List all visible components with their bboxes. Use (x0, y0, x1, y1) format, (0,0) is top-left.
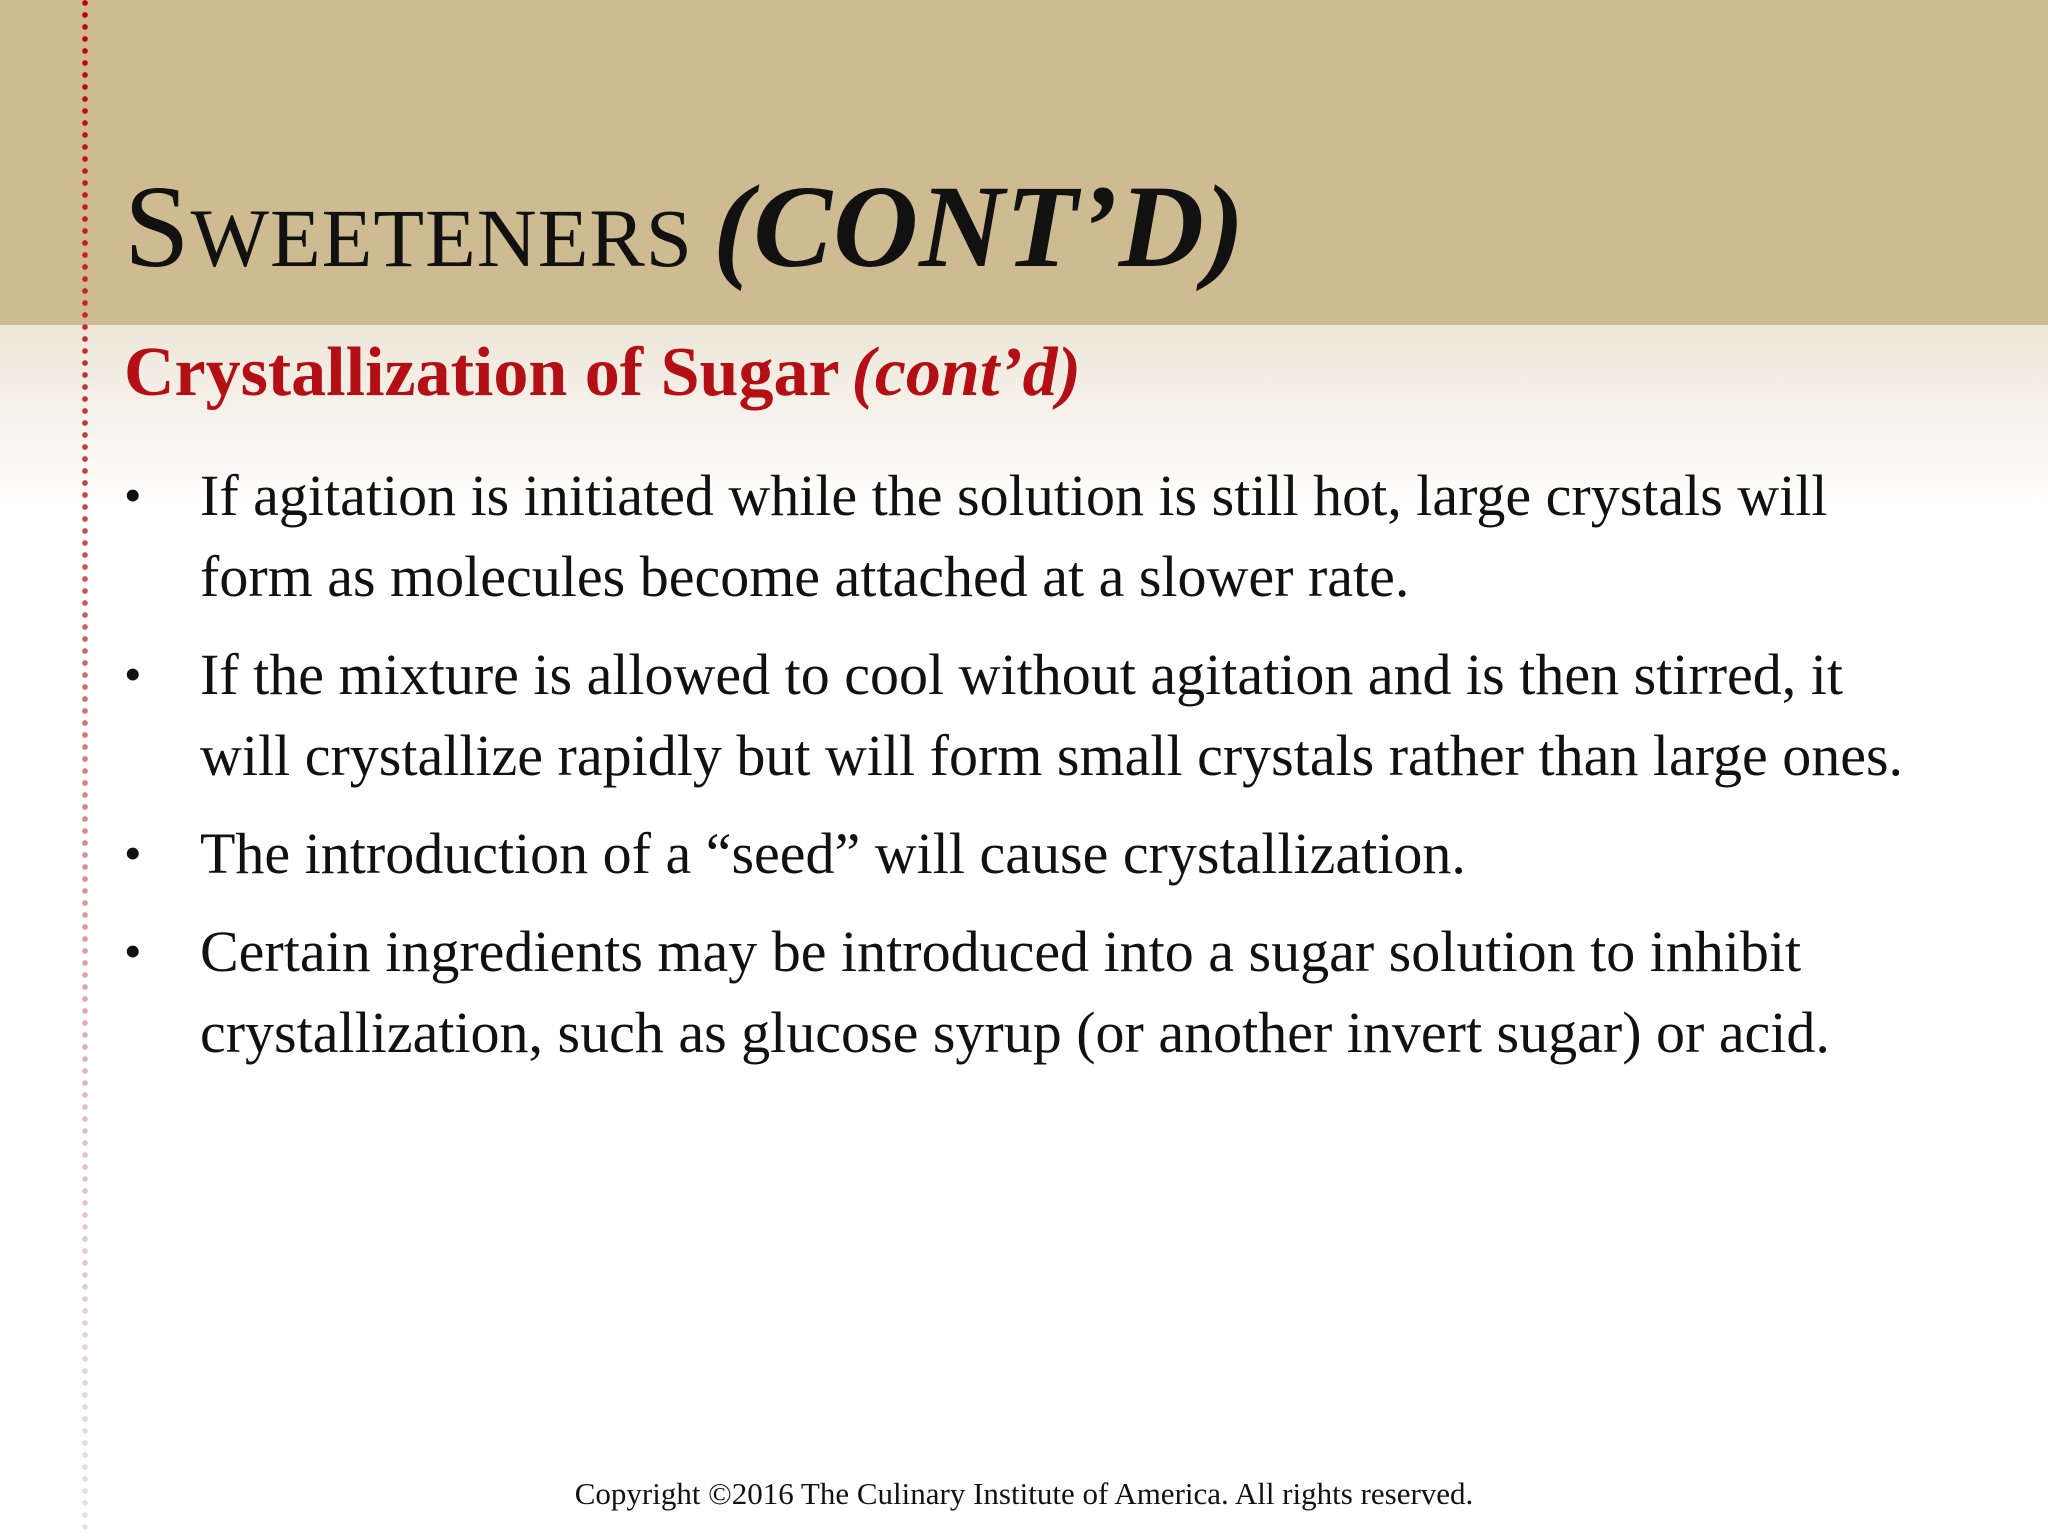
slide-title-suffix: (CONT’D) (712, 161, 1246, 292)
bullet-marker: • (124, 825, 142, 881)
copyright-footer: Copyright ©2016 The Culinary Institute of America. All rights reserved. (574, 1476, 1474, 1511)
dotted-vertical-rule (82, 0, 88, 1536)
slide-title-main: Sweeteners (124, 161, 693, 292)
slide-subtitle (124, 334, 1081, 411)
bullet-marker: • (124, 646, 142, 702)
bullet-text: Certain ingredients may be introduced into a sugar solution to inhibit crystallization, such as glucose syrup (or another invert sugar) or acid. (200, 919, 1830, 1065)
bullet-text: The introduction of a “seed” will cause crystallization. (200, 821, 1466, 886)
slide-subtitle-main: Crystallization of Sugar (124, 334, 840, 411)
slide-subtitle-suffix: (cont’d) (851, 334, 1081, 411)
slide-title (124, 161, 1246, 292)
bullet-text: If the mixture is allowed to cool without agitation and is then stirred, it will crystallize rapidly but will form small crystals rather than large ones. (200, 642, 1904, 788)
bullet-list (124, 455, 1944, 1090)
bullet-item (124, 455, 1944, 617)
bullet-text: If agitation is initiated while the solution is still hot, large crystals will form as molecules become attached at a slower rate. (200, 463, 1828, 609)
bullet-item (124, 634, 1944, 796)
bullet-item (124, 813, 1944, 894)
bullet-marker: • (124, 923, 142, 979)
bullet-marker: • (124, 467, 142, 523)
bullet-item (124, 911, 1944, 1073)
